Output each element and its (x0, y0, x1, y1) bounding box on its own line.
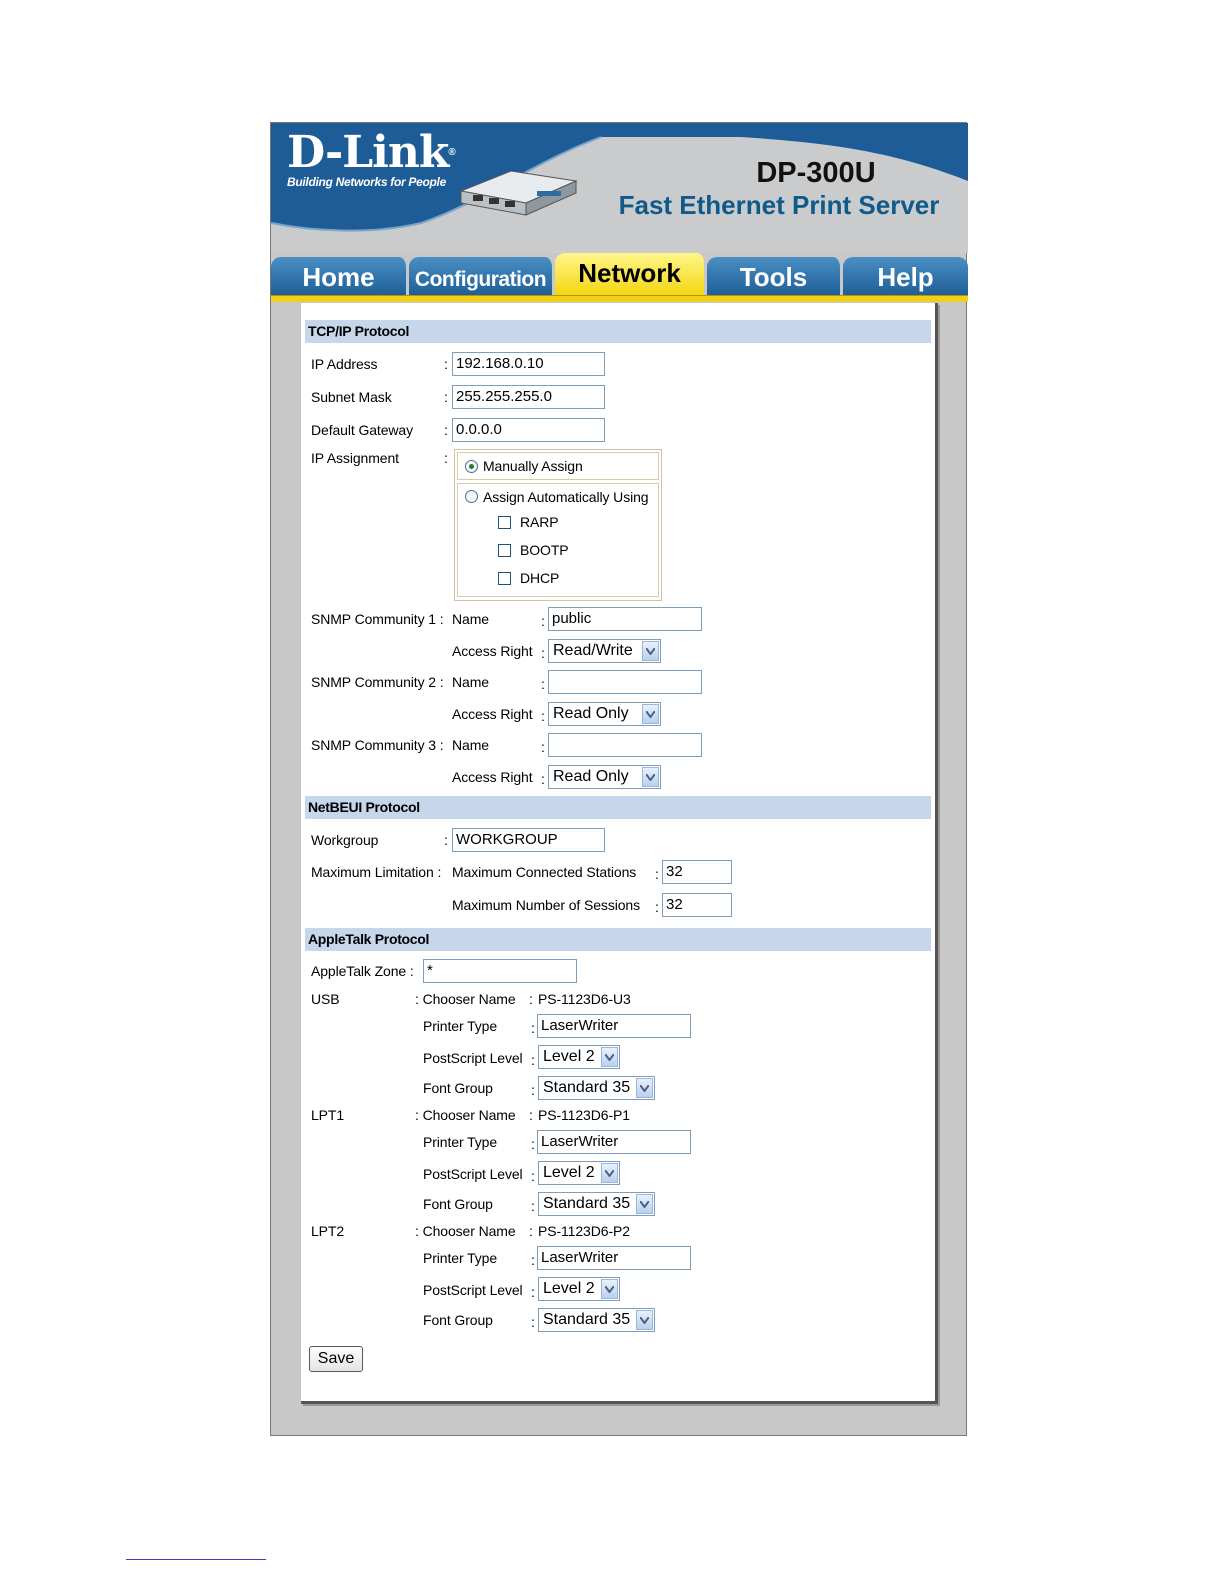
tab-tools[interactable] (707, 257, 843, 295)
lpt1-postscript-level-select[interactable] (538, 1161, 620, 1185)
nav-tabs (271, 253, 968, 299)
colon: : (444, 356, 448, 372)
rarp-checkbox[interactable] (498, 516, 511, 529)
netbeui-section-header: NetBEUI Protocol (305, 796, 931, 819)
printer-type-label: Printer Type (423, 1134, 498, 1150)
max-stations-label: Maximum Connected Stations (452, 864, 637, 880)
chevron-down-icon[interactable] (636, 1194, 653, 1214)
lpt2-postscript-level-select[interactable] (538, 1277, 620, 1301)
font-group-label: Font Group (423, 1312, 493, 1328)
usb-chooser-name-value: PS-1123D6-U3 (538, 991, 631, 1007)
max-sessions-input[interactable]: 32 (662, 893, 732, 917)
radio-selected-dot (469, 464, 474, 469)
colon: : (531, 1020, 535, 1036)
ip-address-label: IP Address (311, 356, 378, 372)
snmp-community-3-name-input[interactable] (548, 733, 702, 757)
save-button[interactable]: Save (309, 1346, 363, 1372)
tab-home-label: Home (302, 262, 375, 292)
snmp-community-3-access-select[interactable] (548, 765, 661, 789)
chevron-down-icon[interactable] (642, 704, 659, 724)
lpt1-printer-type-input[interactable]: LaserWriter (537, 1130, 691, 1154)
select-value: Level 2 (543, 1048, 595, 1065)
colon: : (541, 613, 545, 629)
colon: : (531, 1252, 535, 1268)
tab-tools-label: Tools (739, 262, 808, 292)
max-sessions-label: Maximum Number of Sessions (452, 897, 641, 913)
colon: : (531, 1284, 535, 1300)
rarp-label: RARP (520, 514, 559, 530)
subnet-mask-input[interactable]: 255.255.255.0 (452, 385, 605, 409)
chooser-name-label: : Chooser Name (415, 1223, 516, 1239)
network-settings-panel (301, 303, 938, 1404)
product-name: Fast Ethernet Print Server (618, 190, 940, 220)
lpt2-printer-type-input[interactable]: LaserWriter (537, 1246, 691, 1270)
colon: : (529, 991, 533, 1007)
chooser-name-label: : Chooser Name (415, 1107, 516, 1123)
tab-help-label: Help (877, 262, 934, 292)
dhcp-checkbox[interactable] (498, 572, 511, 585)
tab-configuration[interactable] (409, 257, 555, 295)
lpt2-chooser-name-value: PS-1123D6-P2 (538, 1223, 630, 1239)
colon: : (655, 866, 659, 882)
font-group-label: Font Group (423, 1080, 493, 1096)
chevron-down-icon[interactable] (601, 1163, 618, 1183)
tcpip-section-header: TCP/IP Protocol (305, 320, 931, 343)
snmp-access-right-label: Access Right (452, 769, 533, 785)
appletalk-zone-input[interactable]: * (423, 959, 577, 983)
port-lpt1-label: LPT1 (311, 1107, 345, 1123)
colon: : (541, 676, 545, 692)
lpt1-font-group-select[interactable] (538, 1192, 655, 1216)
font-group-label: Font Group (423, 1196, 493, 1212)
colon: : (541, 645, 545, 661)
colon: : (444, 450, 448, 466)
lpt2-font-group-select[interactable] (538, 1308, 655, 1332)
colon: : (541, 771, 545, 787)
subnet-mask-label: Subnet Mask (311, 389, 392, 405)
ip-assignment-group (454, 449, 662, 601)
auto-assign-label: Assign Automatically Using (483, 489, 649, 505)
select-value: Read/Write (553, 642, 633, 659)
page-frame (270, 122, 967, 1436)
lpt1-chooser-name-value: PS-1123D6-P1 (538, 1107, 630, 1123)
auto-assign-radio[interactable] (465, 490, 478, 503)
colon: : (444, 832, 448, 848)
port-lpt2-label: LPT2 (311, 1223, 345, 1239)
workgroup-label: Workgroup (311, 832, 379, 848)
max-limitation-label: Maximum Limitation : (311, 864, 442, 880)
tab-configuration-label: Configuration (414, 268, 547, 291)
tab-help[interactable] (843, 257, 968, 295)
snmp-community-1-name-input[interactable]: public (548, 607, 702, 631)
default-gateway-label: Default Gateway (311, 422, 413, 438)
select-value: Read Only (553, 768, 629, 785)
snmp-access-right-label: Access Right (452, 643, 533, 659)
select-value: Standard 35 (543, 1079, 631, 1096)
chevron-down-icon[interactable] (642, 767, 659, 787)
printer-type-label: Printer Type (423, 1250, 498, 1266)
select-value: Read Only (553, 705, 629, 722)
appletalk-section-header: AppleTalk Protocol (305, 928, 931, 951)
colon: : (655, 899, 659, 915)
snmp-community-2-name-input[interactable] (548, 670, 702, 694)
colon: : (531, 1082, 535, 1098)
postscript-level-label: PostScript Level (423, 1050, 523, 1066)
product-model: DP-300U (756, 157, 876, 189)
chevron-down-icon[interactable] (636, 1078, 653, 1098)
banner (271, 123, 968, 253)
snmp-community-1-label: SNMP Community 1 : (311, 611, 444, 627)
colon: : (541, 708, 545, 724)
ip-assignment-label: IP Assignment (311, 450, 399, 466)
bootp-checkbox[interactable] (498, 544, 511, 557)
tab-underline (271, 295, 968, 302)
usb-font-group-select[interactable] (538, 1076, 655, 1100)
colon: : (444, 422, 448, 438)
manual-assign-radio[interactable] (465, 460, 478, 473)
colon: : (541, 739, 545, 755)
postscript-level-label: PostScript Level (423, 1166, 523, 1182)
snmp-community-3-label: SNMP Community 3 : (311, 737, 444, 753)
manual-assign-row (457, 452, 659, 480)
colon: : (529, 1107, 533, 1123)
footnote-rule (126, 1559, 266, 1560)
bootp-label: BOOTP (520, 542, 569, 558)
print-server-device-icon (451, 151, 581, 221)
colon: : (529, 1223, 533, 1239)
dhcp-label: DHCP (520, 570, 560, 586)
colon: : (531, 1198, 535, 1214)
snmp-name-label: Name (452, 737, 489, 753)
snmp-community-2-access-select[interactable] (548, 702, 661, 726)
colon: : (531, 1136, 535, 1152)
colon: : (444, 389, 448, 405)
chevron-down-icon[interactable] (601, 1279, 618, 1299)
tab-home[interactable] (271, 257, 409, 295)
chevron-down-icon[interactable] (601, 1047, 618, 1067)
select-value: Level 2 (543, 1164, 595, 1181)
usb-postscript-level-select[interactable] (538, 1045, 620, 1069)
snmp-access-right-label: Access Right (452, 706, 533, 722)
select-value: Standard 35 (543, 1195, 631, 1212)
tab-network-label: Network (578, 258, 681, 288)
chevron-down-icon[interactable] (636, 1310, 653, 1330)
usb-printer-type-input[interactable]: LaserWriter (537, 1014, 691, 1038)
snmp-community-2-label: SNMP Community 2 : (311, 674, 444, 690)
brand-tagline: Building Networks for People (287, 175, 446, 189)
select-value: Level 2 (543, 1280, 595, 1297)
snmp-name-label: Name (452, 611, 489, 627)
default-gateway-input[interactable]: 0.0.0.0 (452, 418, 605, 442)
chooser-name-label: : Chooser Name (415, 991, 516, 1007)
ip-address-input[interactable]: 192.168.0.10 (452, 352, 605, 376)
dlink-logo: D-Link® (287, 127, 455, 178)
port-usb-label: USB (311, 991, 340, 1007)
max-stations-input[interactable]: 32 (662, 860, 732, 884)
tab-network[interactable] (555, 253, 707, 295)
manual-assign-label: Manually Assign (483, 458, 583, 474)
auto-assign-group (457, 483, 659, 597)
colon: : (531, 1314, 535, 1330)
select-value: Standard 35 (543, 1311, 631, 1328)
colon: : (531, 1168, 535, 1184)
appletalk-zone-label: AppleTalk Zone : (311, 963, 414, 979)
colon: : (531, 1052, 535, 1068)
snmp-community-1-access-select[interactable] (548, 639, 661, 663)
chevron-down-icon[interactable] (642, 641, 659, 661)
printer-type-label: Printer Type (423, 1018, 498, 1034)
snmp-name-label: Name (452, 674, 489, 690)
workgroup-input[interactable]: WORKGROUP (452, 828, 605, 852)
postscript-level-label: PostScript Level (423, 1282, 523, 1298)
